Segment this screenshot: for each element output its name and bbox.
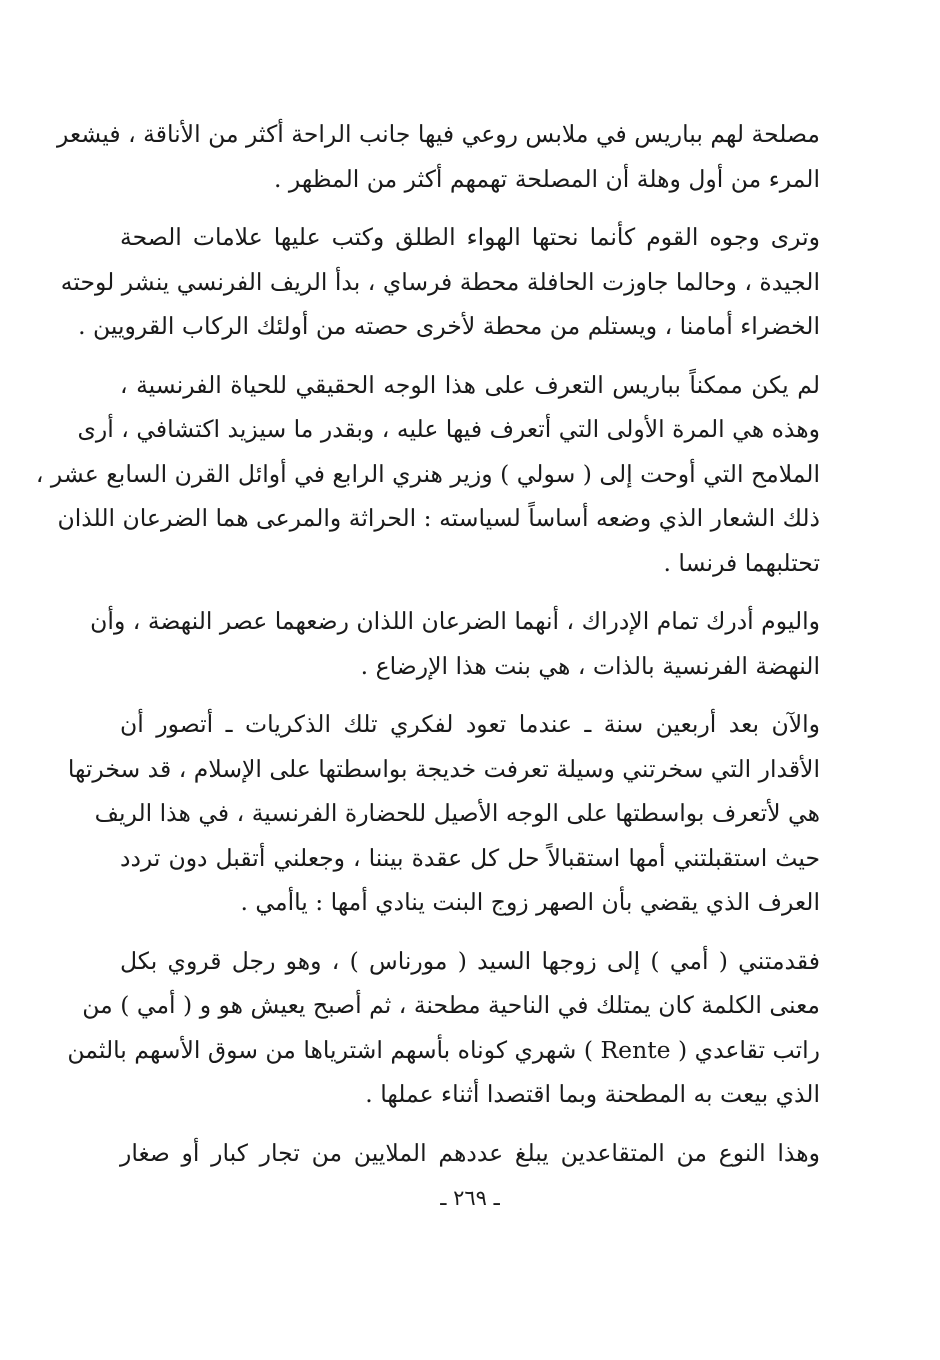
text-line: وهذه هي المرة الأولى التي أتعرف فيها عليه ، وبقدر ما سيزيد اكتشافي ، أرى <box>77 415 820 443</box>
text-line: وترى وجوه القوم كأنما نحتها الهواء الطلق وكتب عليها علامات الصحة <box>120 223 820 251</box>
text-line: لم يكن ممكناً بباريس التعرف على هذا الوجه الحقيقي للحياة الفرنسية ، <box>120 370 820 399</box>
paragraph-5 <box>67 702 820 925</box>
page-body <box>35 112 820 1189</box>
text-line: والآن بعد أربعين سنة ـ عندما تعود لفكري تلك الذكريات ـ أتصور أن <box>120 710 820 738</box>
text-line: الذي بيعت به المطحنة وبما اقتصدا أثناء عملها . <box>365 1080 820 1108</box>
text-line: الخضراء أمامنا ، ويستلم من محطة لأخرى حصته من أولئك الركاب القرويين . <box>78 312 820 340</box>
paragraph-4 <box>90 599 820 688</box>
text-line: راتب تقاعدي ( Rente ) شهري كوناه بأسهم اشترياها من سوق الأسهم بالثمن <box>67 1035 820 1064</box>
text-line: وهذا النوع من المتقاعدين يبلغ عددهم الملايين من تجار كبار أو صغار <box>120 1138 820 1167</box>
paragraph-3 <box>35 363 820 586</box>
page-number: ـ ٢٦٩ ـ <box>440 1186 500 1210</box>
text-line: هي لأتعرف بواسطتها على الوجه الأصيل للحضارة الفرنسية ، في هذا الريف <box>94 799 820 827</box>
text-line: معنى الكلمة كان يمتلك في الناحية مطحنة ، ثم أصبح يعيش هو و ( أمي ) من <box>82 991 820 1019</box>
text-line: مصلحة لهم بباريس في ملابس روعي فيها جانب الراحة أكثر من الأناقة ، فيشعر <box>57 120 820 148</box>
paragraph-6 <box>67 939 820 1117</box>
paragraph-7 <box>120 1131 820 1176</box>
text-line: تحتلبهما فرنسا . <box>663 548 820 577</box>
text-line: حيث استقبلتني أمها استقبالاً حل كل عقدة بيننا ، وجعلني أتقبل دون تردد <box>120 843 820 872</box>
text-line: الأقدار التي سخرتني وسيلة تعرفت خديجة بواسطتها على الإسلام ، قد سخرتها <box>67 754 820 783</box>
text-line: واليوم أدرك تمام الإدراك ، أنهما الضرعان اللذان رضعهما عصر النهضة ، وأن <box>90 607 820 635</box>
text-line: الملامح التي أوحت إلى ( سولي ) وزير هنري الرابع في أوائل القرن السابع عشر ، <box>35 459 820 488</box>
text-line: النهضة الفرنسية بالذات ، هي بنت هذا الإرضاع . <box>360 651 820 680</box>
text-line: المرء من أول وهلة أن المصلحة تهمهم أكثر من المظهر . <box>273 164 820 193</box>
paragraph-2 <box>60 215 820 349</box>
text-line: العرف الذي يقضي بأن الصهر زوج البنت ينادي أمها : ياأمي . <box>240 888 820 916</box>
text-line: الجيدة ، وحالما جاوزت الحافلة محطة فرساي ، بدأ الريف الفرنسي ينشر لوحته <box>60 267 820 296</box>
paragraph-1 <box>57 112 820 201</box>
text-line: فقدمتني ( أمي ) إلى زوجها السيد ( مورناس ) ، وهو رجل قروي بكل <box>120 946 820 975</box>
text-line: ذلك الشعار الذي وضعه أساساً لسياسته : الحراثة والمرعى هما الضرعان اللذان <box>57 504 820 532</box>
